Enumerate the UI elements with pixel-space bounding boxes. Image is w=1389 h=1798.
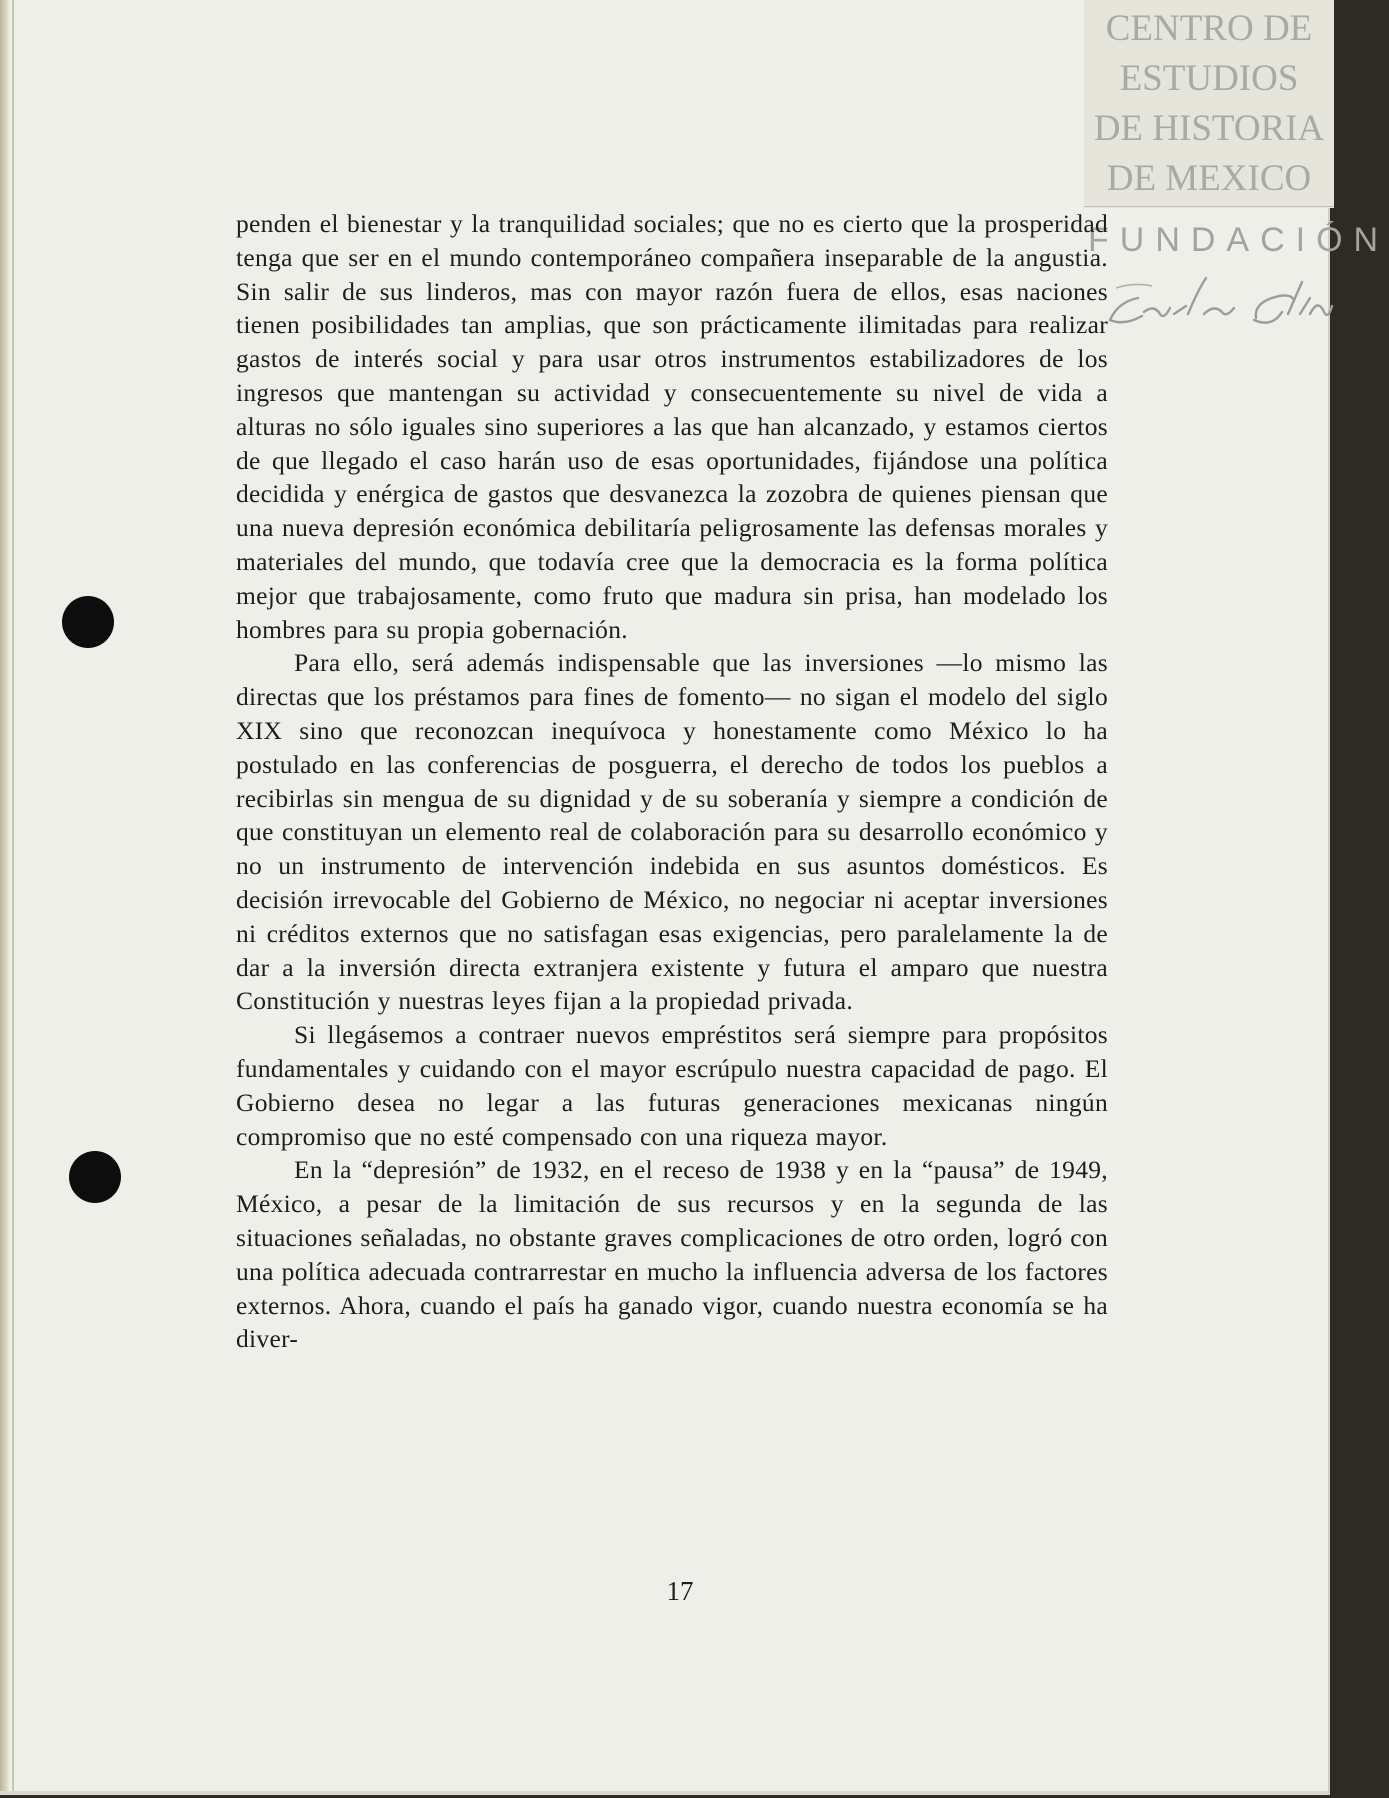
punch-hole-bottom: [69, 1151, 121, 1203]
page-number: 17: [666, 1576, 694, 1606]
paragraph-1: penden el bienestar y la tranquilidad sociales; que no es cierto que la prosperidad tenga que ser en el mundo contemporáneo compañera inseparable de la angustia. Sin salir de sus linderos, mas con mayor razón fuera de ellos, esas naciones tienen posibilidades tan amplias, que son prácticamente ilimitadas para realizar gastos de interés social y para usar otros instrumentos estabilizadores de los ingresos que mantengan su actividad y consecuentemente su nivel de vida a alturas no sólo iguales sino superiores a las que han alcanzado, y estamos ciertos de que llegado el caso harán uso de esas oportunidades, fijándose una política decidida y enérgica de gastos que desvanezca la zozobra de quienes piensan que una nueva depresión económica debilitaría peligrosamente las defensas morales y materiales del mundo, que todavía cree que la democracia es la forma política mejor que trabajosamente, como fruto que madura sin prisa, han modelado los hombres para su propia gobernación.: [236, 209, 1108, 644]
watermark-line-4: DE MEXICO: [1106, 158, 1312, 199]
paragraph-2: Para ello, será además indispensable que las inversiones —lo mismo las directas que los préstamos para fines de fomento— no sigan el modelo del siglo XIX sino que reconozcan inequívoca y honestamente como México lo ha postulado en las conferencias de posguerra, el derecho de todos los pueblos a recibirlas sin mengua de su dignidad y de su soberanía y siempre a condición de que constituyan un elemento real de colaboración para su desarrollo económico y no un instrumento de intervención indebida en sus asuntos domésticos. Es decisión irrevocable del Gobierno de México, no negociar ni aceptar inversiones ni créditos externos que no satisfagan esas exigencias, pero paralelamente la de dar a la inversión directa extranjera existente y futura el amparo que nuestra Constitución y nuestras leyes fijan a la propiedad privada.: [236, 648, 1108, 1016]
watermark-line-3: DE HISTORIA: [1093, 108, 1325, 149]
body-text: [236, 207, 1108, 1356]
paragraph-3: Si llegásemos a contraer nuevos empréstitos será siempre para propósitos fundamentales y cuidando con el mayor escrúpulo nuestra capacidad de pago. El Gobierno desea no legar a las futuras generaciones mexicanas ningún compromiso que no esté compensado con una riqueza mayor.: [236, 1020, 1108, 1151]
page-left-edge: [0, 0, 10, 1795]
watermark-line-1: CENTRO DE: [1105, 8, 1313, 49]
page-bottom-edge: [0, 1791, 1328, 1795]
watermark-line-2: ESTUDIOS: [1119, 58, 1299, 99]
signature-logo: [1104, 268, 1334, 338]
archive-watermark: [1084, 0, 1334, 208]
paragraph-4: En la “depresión” de 1932, en el receso de 1938 y en la “pausa” de 1949, México, a pesar de la limitación de sus recursos y en la segunda de las situaciones señaladas, no obstante graves complicaciones de otro orden, logró con una política adecuada contrarrestar en mucho la influencia adversa de los factores externos. Ahora, cuando el país ha ganado vigor, cuando nuestra economía se ha diver-: [236, 1155, 1108, 1354]
page-binding-line: [12, 0, 14, 1795]
watermark-divider: [1084, 206, 1334, 207]
foundation-label: FUNDACIÓN: [1088, 221, 1389, 259]
punch-hole-top: [62, 596, 114, 648]
